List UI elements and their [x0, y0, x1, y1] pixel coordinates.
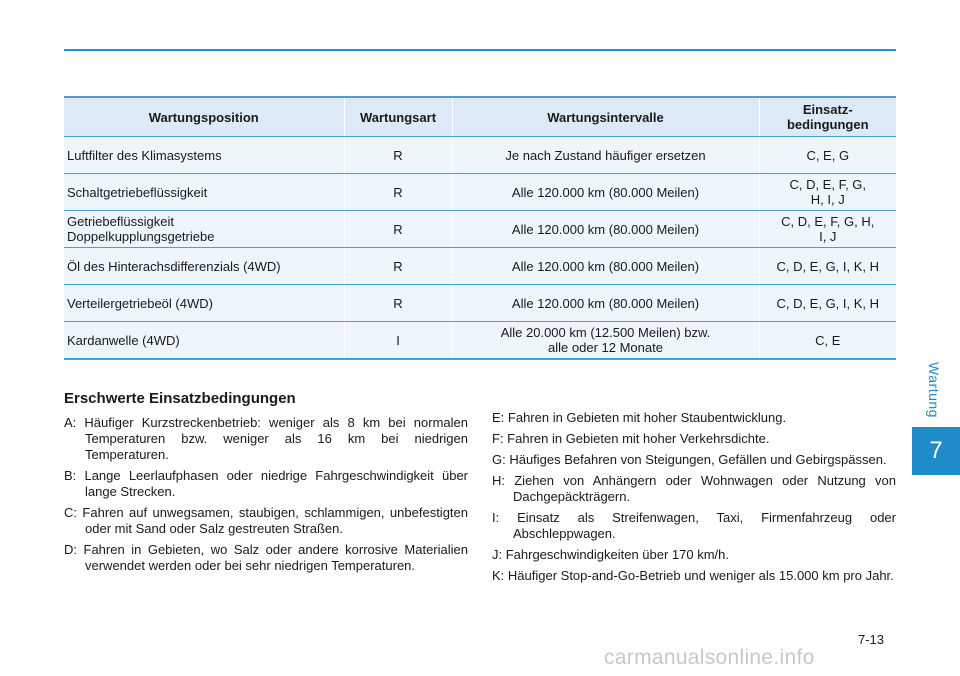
cell-type: I — [344, 322, 452, 360]
header-maintenance-type: Wartungsart — [344, 97, 452, 137]
table-row — [64, 248, 896, 285]
cell-conditions: C, E — [759, 322, 896, 360]
header-maintenance-interval: Wartungsintervalle — [452, 97, 759, 137]
cell-interval: Alle 120.000 km (80.000 Meilen) — [452, 211, 759, 248]
table-row — [64, 174, 896, 211]
cell-type: R — [344, 248, 452, 285]
table-row — [64, 322, 896, 360]
condition-g: G: Häufiges Befahren von Steigungen, Gefällen und Gebirgspässen. — [492, 452, 887, 467]
conditions-title: Erschwerte Einsatzbedingungen — [64, 390, 296, 407]
conditions-left-column — [64, 390, 468, 579]
cell-type: R — [344, 211, 452, 248]
condition-i: I: Einsatz als Streifenwagen, Taxi, Firmenfahrzeug oder Abschleppwagen. — [492, 510, 896, 541]
cell-interval: Alle 120.000 km (80.000 Meilen) — [452, 285, 759, 322]
condition-h: H: Ziehen von Anhängern oder Wohnwagen oder Nutzung von Dachgepäckträgern. — [492, 473, 896, 504]
cell-item: Getriebeflüssigkeit Doppelkupplungsgetriebe — [64, 211, 344, 248]
page-number: 7-13 — [858, 632, 885, 647]
header-maintenance-item: Wartungsposition — [64, 97, 344, 137]
cell-item: Öl des Hinterachsdifferenzials (4WD) — [64, 248, 344, 285]
cell-type: R — [344, 137, 452, 174]
cell-interval: Alle 20.000 km (12.500 Meilen) bzw. alle oder 12 Monate — [452, 322, 759, 360]
table-row — [64, 211, 896, 248]
table-row — [64, 285, 896, 322]
cell-interval: Alle 120.000 km (80.000 Meilen) — [452, 174, 759, 211]
cell-conditions: C, D, E, G, I, K, H — [759, 248, 896, 285]
cell-conditions: C, D, E, F, G, H, I, J — [759, 211, 896, 248]
condition-f: F: Fahren in Gebieten mit hoher Verkehrsdichte. — [492, 431, 770, 446]
cell-item: Schaltgetriebeflüssigkeit — [64, 174, 344, 211]
condition-b: B: Lange Leerlaufphasen oder niedrige Fahrgeschwindigkeit über lange Strecken. — [64, 468, 468, 499]
maintenance-table — [64, 96, 896, 360]
cell-item: Verteilergetriebeöl (4WD) — [64, 285, 344, 322]
top-rule — [64, 49, 896, 51]
condition-a: A: Häufiger Kurzstreckenbetrieb: weniger als 8 km bei normalen Temperaturen bzw. weniger als 16 km bei niedrigen Temperaturen. — [64, 415, 468, 462]
cell-conditions: C, E, G — [759, 137, 896, 174]
chapter-number-tab: 7 — [912, 427, 960, 475]
cell-interval: Alle 120.000 km (80.000 Meilen) — [452, 248, 759, 285]
cell-item: Kardanwelle (4WD) — [64, 322, 344, 360]
cell-conditions: C, D, E, G, I, K, H — [759, 285, 896, 322]
table-header-row — [64, 97, 896, 137]
chapter-side-label — [914, 360, 954, 420]
table-row — [64, 137, 896, 174]
cell-conditions: C, D, E, F, G, H, I, J — [759, 174, 896, 211]
cell-interval: Je nach Zustand häufiger ersetzen — [452, 137, 759, 174]
condition-k: K: Häufiger Stop-and-Go-Betrieb und weniger als 15.000 km pro Jahr. — [492, 568, 894, 583]
cell-type: R — [344, 174, 452, 211]
cell-item: Luftfilter des Klimasystems — [64, 137, 344, 174]
watermark: carmanualsonline.info — [604, 646, 815, 669]
header-operating-conditions: Einsatz- bedingungen — [759, 97, 896, 137]
condition-d: D: Fahren in Gebieten, wo Salz oder andere korrosive Materialien verwendet werden oder bei sehr niedrigen Temperaturen. — [64, 542, 468, 573]
condition-e: E: Fahren in Gebieten mit hoher Staubentwicklung. — [492, 410, 787, 425]
condition-c: C: Fahren auf unwegsamen, staubigen, schlammigen, unbefestigten oder mit Sand oder Salz gestreuten Straßen. — [64, 505, 468, 536]
cell-type: R — [344, 285, 452, 322]
condition-j: J: Fahrgeschwindigkeiten über 170 km/h. — [492, 547, 730, 562]
conditions-right-column — [492, 410, 896, 589]
chapter-label-text: Wartung — [926, 362, 943, 418]
